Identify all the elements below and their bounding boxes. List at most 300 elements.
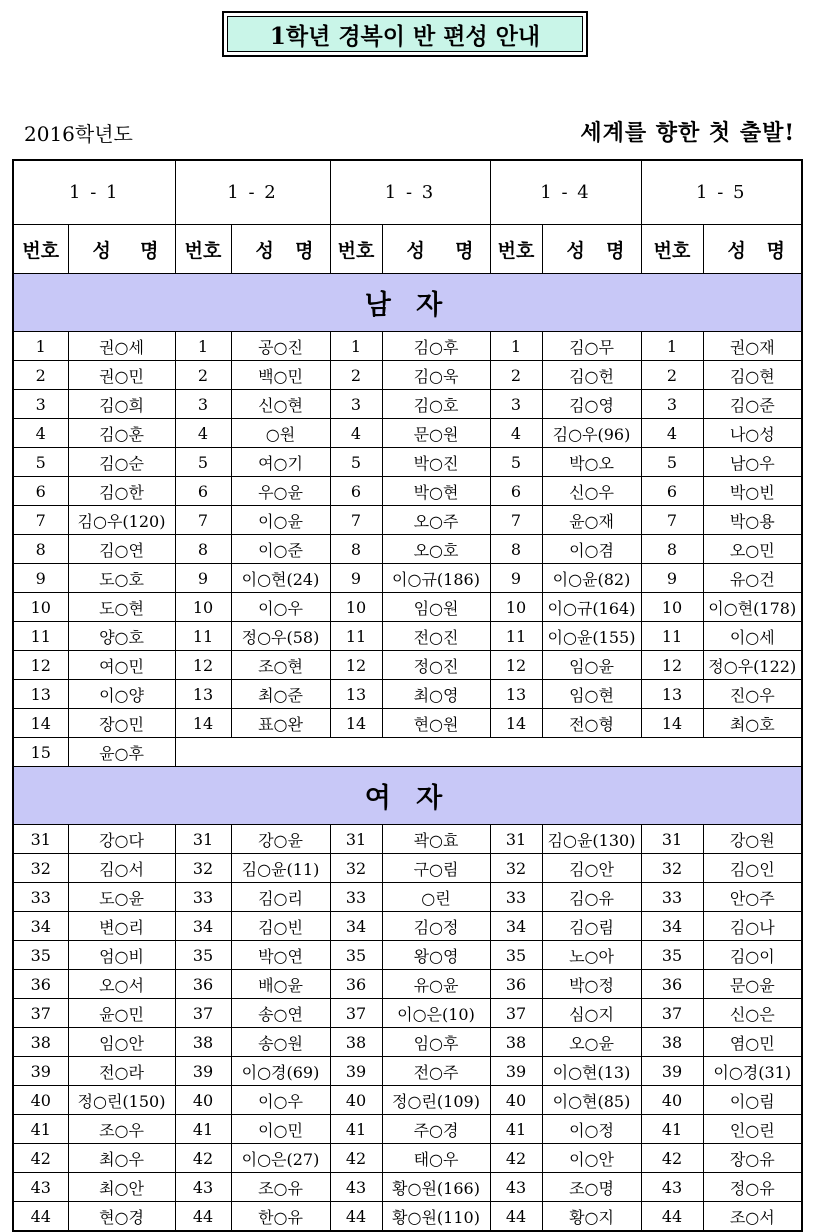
- number-header: 번호: [641, 225, 703, 274]
- student-number: 5: [490, 448, 542, 477]
- student-number: 7: [641, 506, 703, 535]
- student-name: 이○현(24): [231, 564, 330, 593]
- student-row: [13, 390, 802, 419]
- student-number: 36: [641, 970, 703, 999]
- student-name: 조○서: [703, 1202, 802, 1232]
- student-name: 인○린: [703, 1115, 802, 1144]
- student-row: [13, 1086, 802, 1115]
- student-row: [13, 970, 802, 999]
- student-name: 도○현: [68, 593, 175, 622]
- student-name: 이○겸: [542, 535, 641, 564]
- student-name: 여○민: [68, 651, 175, 680]
- student-name: 문○원: [382, 419, 490, 448]
- student-number: 37: [330, 999, 382, 1028]
- student-number: 42: [641, 1144, 703, 1173]
- student-name: 심○지: [542, 999, 641, 1028]
- student-name: 강○원: [703, 825, 802, 854]
- name-header: [542, 225, 641, 274]
- student-number: 40: [13, 1086, 68, 1115]
- student-name: 김○윤(130): [542, 825, 641, 854]
- student-name: 전○라: [68, 1057, 175, 1086]
- student-name: 신○은: [703, 999, 802, 1028]
- student-name: 엄○비: [68, 941, 175, 970]
- name-header: [68, 225, 175, 274]
- student-name: 김○영: [542, 390, 641, 419]
- student-name: 김○리: [231, 883, 330, 912]
- student-number: 4: [175, 419, 231, 448]
- student-number: 2: [641, 361, 703, 390]
- student-name: 백○민: [231, 361, 330, 390]
- student-name: 송○연: [231, 999, 330, 1028]
- student-number: 37: [175, 999, 231, 1028]
- female-section: [13, 767, 802, 825]
- student-number: 36: [175, 970, 231, 999]
- student-name: 오○서: [68, 970, 175, 999]
- student-name: 이○윤: [231, 506, 330, 535]
- student-name: 이○경(69): [231, 1057, 330, 1086]
- student-name: 박○오: [542, 448, 641, 477]
- student-number: 6: [490, 477, 542, 506]
- student-name: 이○정: [542, 1115, 641, 1144]
- slogan: 세계를 향한 첫 출발!: [580, 120, 795, 146]
- student-row: [13, 738, 802, 767]
- student-number: 44: [13, 1202, 68, 1232]
- student-number: 34: [641, 912, 703, 941]
- student-number: 8: [13, 535, 68, 564]
- student-name: 이○우: [231, 593, 330, 622]
- student-name: 신○현: [231, 390, 330, 419]
- student-name: 신○우: [542, 477, 641, 506]
- name-header-b: 명: [455, 239, 474, 262]
- student-name: 한○유: [231, 1202, 330, 1232]
- student-number: 10: [490, 593, 542, 622]
- student-number: 15: [13, 738, 68, 767]
- student-name: 변○리: [68, 912, 175, 941]
- student-name: 윤○후: [68, 738, 175, 767]
- student-name: 김○우(96): [542, 419, 641, 448]
- student-name: 이○은(10): [382, 999, 490, 1028]
- student-name: 이○현(85): [542, 1086, 641, 1115]
- student-name: 김○정: [382, 912, 490, 941]
- student-row: [13, 535, 802, 564]
- student-number: 44: [490, 1202, 542, 1232]
- name-header-wrap: [232, 236, 330, 263]
- student-number: 33: [13, 883, 68, 912]
- student-name: 김○인: [703, 854, 802, 883]
- student-number: 44: [641, 1202, 703, 1232]
- student-number: 35: [175, 941, 231, 970]
- student-name: 우○윤: [231, 477, 330, 506]
- student-number: 39: [175, 1057, 231, 1086]
- student-name: 오○민: [703, 535, 802, 564]
- student-number: 43: [13, 1173, 68, 1202]
- student-number: 37: [13, 999, 68, 1028]
- student-name: 조○명: [542, 1173, 641, 1202]
- student-name: 공○진: [231, 332, 330, 361]
- student-number: 8: [490, 535, 542, 564]
- student-number: 34: [13, 912, 68, 941]
- student-number: 38: [330, 1028, 382, 1057]
- student-name: 장○민: [68, 709, 175, 738]
- class-roster-table: [12, 159, 803, 1232]
- student-row: [13, 1173, 802, 1202]
- female-section-label: 여 자: [13, 767, 802, 825]
- student-name: 이○양: [68, 680, 175, 709]
- name-header: [703, 225, 802, 274]
- student-name: 문○윤: [703, 970, 802, 999]
- student-name: 황○원(166): [382, 1173, 490, 1202]
- class-label: 1 - 2: [175, 160, 330, 225]
- roster-body: [13, 160, 802, 1231]
- student-number: 33: [641, 883, 703, 912]
- student-name: ○린: [382, 883, 490, 912]
- student-number: 9: [490, 564, 542, 593]
- name-header-b: 명: [606, 239, 625, 262]
- student-name: 구○림: [382, 854, 490, 883]
- student-number: 35: [490, 941, 542, 970]
- student-name: 김○헌: [542, 361, 641, 390]
- student-number: 2: [13, 361, 68, 390]
- student-number: 31: [641, 825, 703, 854]
- student-number: 11: [13, 622, 68, 651]
- class-label: 1 - 4: [490, 160, 641, 225]
- student-row: [13, 825, 802, 854]
- student-name: 최○준: [231, 680, 330, 709]
- student-name: 현○경: [68, 1202, 175, 1232]
- student-number: 36: [330, 970, 382, 999]
- student-number: 39: [641, 1057, 703, 1086]
- name-header: [382, 225, 490, 274]
- student-number: 14: [490, 709, 542, 738]
- student-number: 34: [330, 912, 382, 941]
- student-number: 40: [330, 1086, 382, 1115]
- student-name: 안○주: [703, 883, 802, 912]
- name-header: [231, 225, 330, 274]
- student-number: 2: [330, 361, 382, 390]
- student-number: 38: [175, 1028, 231, 1057]
- student-name: 조○현: [231, 651, 330, 680]
- student-name: 남○우: [703, 448, 802, 477]
- student-number: 1: [641, 332, 703, 361]
- student-name: 배○윤: [231, 970, 330, 999]
- student-number: 39: [330, 1057, 382, 1086]
- student-name: 정○유: [703, 1173, 802, 1202]
- student-name: ○원: [231, 419, 330, 448]
- student-number: 34: [490, 912, 542, 941]
- student-name: 염○민: [703, 1028, 802, 1057]
- student-row: [13, 999, 802, 1028]
- student-row: [13, 593, 802, 622]
- student-number: 14: [330, 709, 382, 738]
- number-header: 번호: [490, 225, 542, 274]
- student-number: 10: [175, 593, 231, 622]
- student-name: 김○유: [542, 883, 641, 912]
- student-number: 2: [175, 361, 231, 390]
- student-number: 6: [330, 477, 382, 506]
- name-header-b: 명: [766, 239, 785, 262]
- student-number: 32: [641, 854, 703, 883]
- student-name: 조○우: [68, 1115, 175, 1144]
- student-number: 12: [13, 651, 68, 680]
- student-number: 32: [175, 854, 231, 883]
- student-number: 2: [490, 361, 542, 390]
- student-number: 13: [330, 680, 382, 709]
- student-name: 이○현(13): [542, 1057, 641, 1086]
- student-name: 권○세: [68, 332, 175, 361]
- student-number: 14: [641, 709, 703, 738]
- student-number: 13: [641, 680, 703, 709]
- student-number: 13: [490, 680, 542, 709]
- student-row: [13, 912, 802, 941]
- student-name: 김○후: [382, 332, 490, 361]
- number-header: 번호: [175, 225, 231, 274]
- male-section: [13, 274, 802, 332]
- student-name: 유○윤: [382, 970, 490, 999]
- student-row: [13, 680, 802, 709]
- student-number: 34: [175, 912, 231, 941]
- student-number: 35: [330, 941, 382, 970]
- student-number: 3: [13, 390, 68, 419]
- name-header-wrap: [69, 236, 175, 263]
- name-header-a: 성: [92, 239, 111, 262]
- student-row: [13, 941, 802, 970]
- student-name: 김○준: [703, 390, 802, 419]
- student-number: 1: [490, 332, 542, 361]
- student-number: 8: [175, 535, 231, 564]
- student-name: 왕○영: [382, 941, 490, 970]
- student-name: 양○호: [68, 622, 175, 651]
- student-name: 현○원: [382, 709, 490, 738]
- student-name: 전○주: [382, 1057, 490, 1086]
- student-name: 진○우: [703, 680, 802, 709]
- student-number: 6: [175, 477, 231, 506]
- student-name: 박○정: [542, 970, 641, 999]
- student-name: 최○영: [382, 680, 490, 709]
- student-number: 5: [330, 448, 382, 477]
- student-name: 송○원: [231, 1028, 330, 1057]
- student-name: 정○린(150): [68, 1086, 175, 1115]
- student-name: 임○윤: [542, 651, 641, 680]
- student-number: 9: [641, 564, 703, 593]
- student-name: 이○민: [231, 1115, 330, 1144]
- student-name: 이○준: [231, 535, 330, 564]
- student-number: 38: [13, 1028, 68, 1057]
- student-row: [13, 564, 802, 593]
- student-name: 이○윤(155): [542, 622, 641, 651]
- title-box: [222, 11, 588, 57]
- student-name: 최○호: [703, 709, 802, 738]
- student-name: 김○무: [542, 332, 641, 361]
- student-name: 김○현: [703, 361, 802, 390]
- student-number: 43: [490, 1173, 542, 1202]
- student-name: 장○유: [703, 1144, 802, 1173]
- student-name: 유○건: [703, 564, 802, 593]
- student-name: 임○원: [382, 593, 490, 622]
- student-row: [13, 1057, 802, 1086]
- name-header-b: 명: [295, 239, 314, 262]
- student-name: 이○세: [703, 622, 802, 651]
- student-name: 윤○재: [542, 506, 641, 535]
- student-name: 전○진: [382, 622, 490, 651]
- student-name: 임○후: [382, 1028, 490, 1057]
- student-number: 11: [490, 622, 542, 651]
- student-name: 김○훈: [68, 419, 175, 448]
- student-name: 김○림: [542, 912, 641, 941]
- student-number: 33: [175, 883, 231, 912]
- student-name: 전○형: [542, 709, 641, 738]
- student-number: 43: [330, 1173, 382, 1202]
- student-number: 4: [330, 419, 382, 448]
- student-number: 40: [641, 1086, 703, 1115]
- student-name: 정○진: [382, 651, 490, 680]
- student-name: 최○우: [68, 1144, 175, 1173]
- student-row: [13, 506, 802, 535]
- student-number: 44: [175, 1202, 231, 1232]
- student-number: 41: [13, 1115, 68, 1144]
- student-name: 김○한: [68, 477, 175, 506]
- student-number: 31: [330, 825, 382, 854]
- student-number: 36: [490, 970, 542, 999]
- student-name: 조○유: [231, 1173, 330, 1202]
- student-number: 41: [490, 1115, 542, 1144]
- student-number: 41: [330, 1115, 382, 1144]
- student-number: 10: [330, 593, 382, 622]
- student-number: 1: [175, 332, 231, 361]
- student-number: 41: [175, 1115, 231, 1144]
- student-name: 이○우: [231, 1086, 330, 1115]
- class-label: 1 - 3: [330, 160, 490, 225]
- student-number: 37: [490, 999, 542, 1028]
- student-name: 주○경: [382, 1115, 490, 1144]
- student-number: 7: [490, 506, 542, 535]
- student-name: 이○윤(82): [542, 564, 641, 593]
- student-number: 7: [13, 506, 68, 535]
- student-number: 40: [175, 1086, 231, 1115]
- student-number: 38: [641, 1028, 703, 1057]
- student-number: 36: [13, 970, 68, 999]
- name-header-a: 성: [406, 239, 425, 262]
- student-name: 정○우(58): [231, 622, 330, 651]
- student-number: 32: [13, 854, 68, 883]
- student-row: [13, 1202, 802, 1232]
- student-name: 박○용: [703, 506, 802, 535]
- page-title: 1학년 경복이 반 편성 안내: [227, 16, 583, 52]
- student-row: [13, 332, 802, 361]
- student-name: 김○이: [703, 941, 802, 970]
- student-number: 3: [175, 390, 231, 419]
- student-number: 7: [175, 506, 231, 535]
- student-name: 박○진: [382, 448, 490, 477]
- student-row: [13, 651, 802, 680]
- name-header-b: 명: [140, 239, 159, 262]
- student-number: 42: [13, 1144, 68, 1173]
- student-row: [13, 622, 802, 651]
- student-name: 이○림: [703, 1086, 802, 1115]
- student-name: 김○빈: [231, 912, 330, 941]
- student-number: 7: [330, 506, 382, 535]
- student-name: 김○연: [68, 535, 175, 564]
- student-number: 1: [13, 332, 68, 361]
- student-name: 황○원(110): [382, 1202, 490, 1232]
- student-number: 42: [175, 1144, 231, 1173]
- student-number: 12: [175, 651, 231, 680]
- student-number: 9: [13, 564, 68, 593]
- class-label: 1 - 5: [641, 160, 802, 225]
- number-header: 번호: [13, 225, 68, 274]
- student-number: 5: [175, 448, 231, 477]
- student-name: 김○윤(11): [231, 854, 330, 883]
- student-number: 11: [330, 622, 382, 651]
- student-number: 39: [490, 1057, 542, 1086]
- student-name: 김○호: [382, 390, 490, 419]
- student-number: 40: [490, 1086, 542, 1115]
- student-number: 44: [330, 1202, 382, 1232]
- name-header-wrap: [383, 236, 490, 263]
- student-row: [13, 448, 802, 477]
- student-number: 13: [175, 680, 231, 709]
- student-name: 임○현: [542, 680, 641, 709]
- student-name: 윤○민: [68, 999, 175, 1028]
- male-section-label: 남 자: [13, 274, 802, 332]
- student-name: 이○경(31): [703, 1057, 802, 1086]
- student-number: 6: [641, 477, 703, 506]
- student-number: 14: [13, 709, 68, 738]
- student-number: 42: [330, 1144, 382, 1173]
- student-row: [13, 883, 802, 912]
- student-row: [13, 1115, 802, 1144]
- student-number: 8: [330, 535, 382, 564]
- student-number: 37: [641, 999, 703, 1028]
- student-name: 나○성: [703, 419, 802, 448]
- student-number: 33: [490, 883, 542, 912]
- student-name: 김○우(120): [68, 506, 175, 535]
- student-number: 38: [490, 1028, 542, 1057]
- student-number: 13: [13, 680, 68, 709]
- student-number: 31: [490, 825, 542, 854]
- student-number: 32: [330, 854, 382, 883]
- student-name: 강○윤: [231, 825, 330, 854]
- student-row: [13, 419, 802, 448]
- student-number: 4: [641, 419, 703, 448]
- student-name: 표○완: [231, 709, 330, 738]
- student-row: [13, 854, 802, 883]
- name-header-wrap: [704, 236, 802, 263]
- student-number: 5: [13, 448, 68, 477]
- student-number: 1: [330, 332, 382, 361]
- student-name: 박○현: [382, 477, 490, 506]
- student-name: 도○호: [68, 564, 175, 593]
- student-number: 43: [641, 1173, 703, 1202]
- student-name: 곽○효: [382, 825, 490, 854]
- student-name: 이○규(164): [542, 593, 641, 622]
- student-row: [13, 1144, 802, 1173]
- class-header-row: [13, 160, 802, 225]
- student-number: 12: [490, 651, 542, 680]
- student-name: 이○규(186): [382, 564, 490, 593]
- student-row: [13, 477, 802, 506]
- student-name: 강○다: [68, 825, 175, 854]
- student-number: 11: [175, 622, 231, 651]
- student-number: 39: [13, 1057, 68, 1086]
- student-number: 3: [490, 390, 542, 419]
- student-name: 도○윤: [68, 883, 175, 912]
- student-number: 32: [490, 854, 542, 883]
- student-number: 4: [490, 419, 542, 448]
- student-name: 정○린(109): [382, 1086, 490, 1115]
- student-number: 3: [641, 390, 703, 419]
- student-number: 12: [641, 651, 703, 680]
- student-name: 황○지: [542, 1202, 641, 1232]
